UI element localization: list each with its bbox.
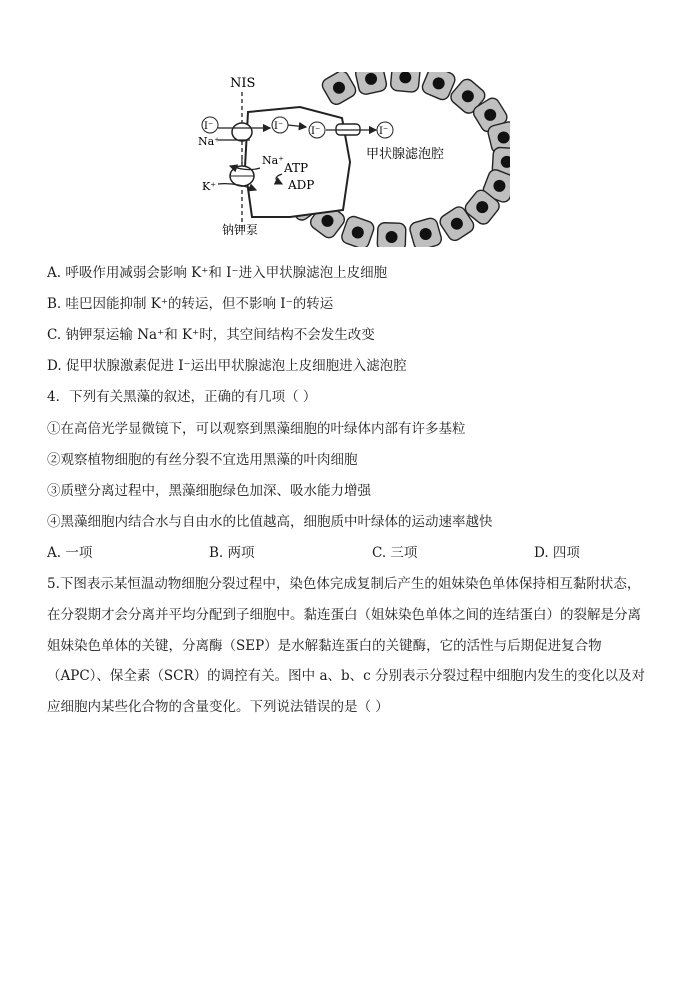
q4-option-a: A. 一项 <box>47 545 93 561</box>
lumen-label: 甲状腺滤泡腔 <box>366 147 445 162</box>
iodide-apical-label: I⁻ <box>311 126 321 137</box>
q4-item-1: ①在高倍光学显微镜下，可以观察到黑藻细胞的叶绿体内部有许多基粒 <box>47 421 466 437</box>
sodium-pump-label: Na⁺ <box>262 154 284 167</box>
q3-option-b: B. 哇巴因能抑制 K⁺的转运，但不影响 I⁻的转运 <box>47 296 334 312</box>
cell-nucleus <box>451 218 463 230</box>
cell-nucleus <box>462 90 474 102</box>
atp-label: ATP <box>284 161 309 175</box>
cell-nucleus <box>365 73 377 85</box>
iodide-outside-label: I⁻ <box>204 121 214 132</box>
q4-option-b: B. 两项 <box>209 545 255 561</box>
q4-item-2: ②观察植物细胞的有丝分裂不宜选用黑藻的叶肉细胞 <box>47 452 358 468</box>
q4-item-3: ③质壁分离过程中，黑藻细胞绿色加深、吸水能力增强 <box>47 483 371 499</box>
sodium-outside-label: Na⁺ <box>198 135 220 148</box>
iodide-cell-label: I⁻ <box>274 121 284 132</box>
q4-stem: 4．下列有关黑藻的叙述，正确的有几项（ ） <box>47 389 317 405</box>
iodide-lumen-label: I⁻ <box>379 126 389 137</box>
potassium-label: K⁺ <box>202 180 217 193</box>
cell-nucleus <box>493 180 505 192</box>
cell-nucleus <box>476 201 488 213</box>
nis-transporter <box>232 123 252 141</box>
q3-option-c: C. 钠钾泵运输 Na⁺和 K⁺时，其空间结构不会发生改变 <box>47 327 375 343</box>
q4-item-4: ④黑藻细胞内结合水与自由水的比值越高，细胞质中叶绿体的运动速率越快 <box>47 514 493 530</box>
adp-label: ADP <box>288 178 315 192</box>
cell-nucleus <box>484 109 496 121</box>
cell-nucleus <box>352 226 364 238</box>
cell-nucleus <box>386 231 398 243</box>
cell-nucleus <box>433 77 445 89</box>
cell-nucleus <box>420 228 432 240</box>
thyroid-transport-figure <box>190 72 510 247</box>
q4-option-c: C. 三项 <box>372 545 418 561</box>
cell-nucleus <box>333 82 345 94</box>
q5-text: 5.下图表示某恒温动物细胞分裂过程中，染色体完成复制后产生的姐妹染色单体保持相互黏附状态，在分裂期才会分离并平均分配到子细胞中。黏连蛋白（姐妹染色单体之间的连结蛋白）的裂解是分离姐妹染色单体的关键，分离酶（SEP）是水解黏连蛋白的关键酶，它的活性与后期促进复合物（APC）、保全素（SCR）的调控有关。图中 a、b、c 分别表示分裂过程中细胞内发生的变化以及对应细胞内某些化合物的含量变化。下列说法错误的是（ ） <box>47 576 645 716</box>
q3-option-a: A. 呼吸作用减弱会影响 K⁺和 I⁻进入甲状腺滤泡上皮细胞 <box>47 265 388 281</box>
q4-option-d: D. 四项 <box>534 545 580 561</box>
cell-nucleus <box>498 131 510 143</box>
cell-nucleus <box>322 215 334 227</box>
pump-label: 钠钾泵 <box>222 223 259 237</box>
transport-diagram <box>190 72 510 247</box>
nis-label: NIS <box>230 76 256 91</box>
q3-option-d: D. 促甲状腺激素促进 I⁻运出甲状腺滤泡上皮细胞进入滤泡腔 <box>47 358 407 374</box>
